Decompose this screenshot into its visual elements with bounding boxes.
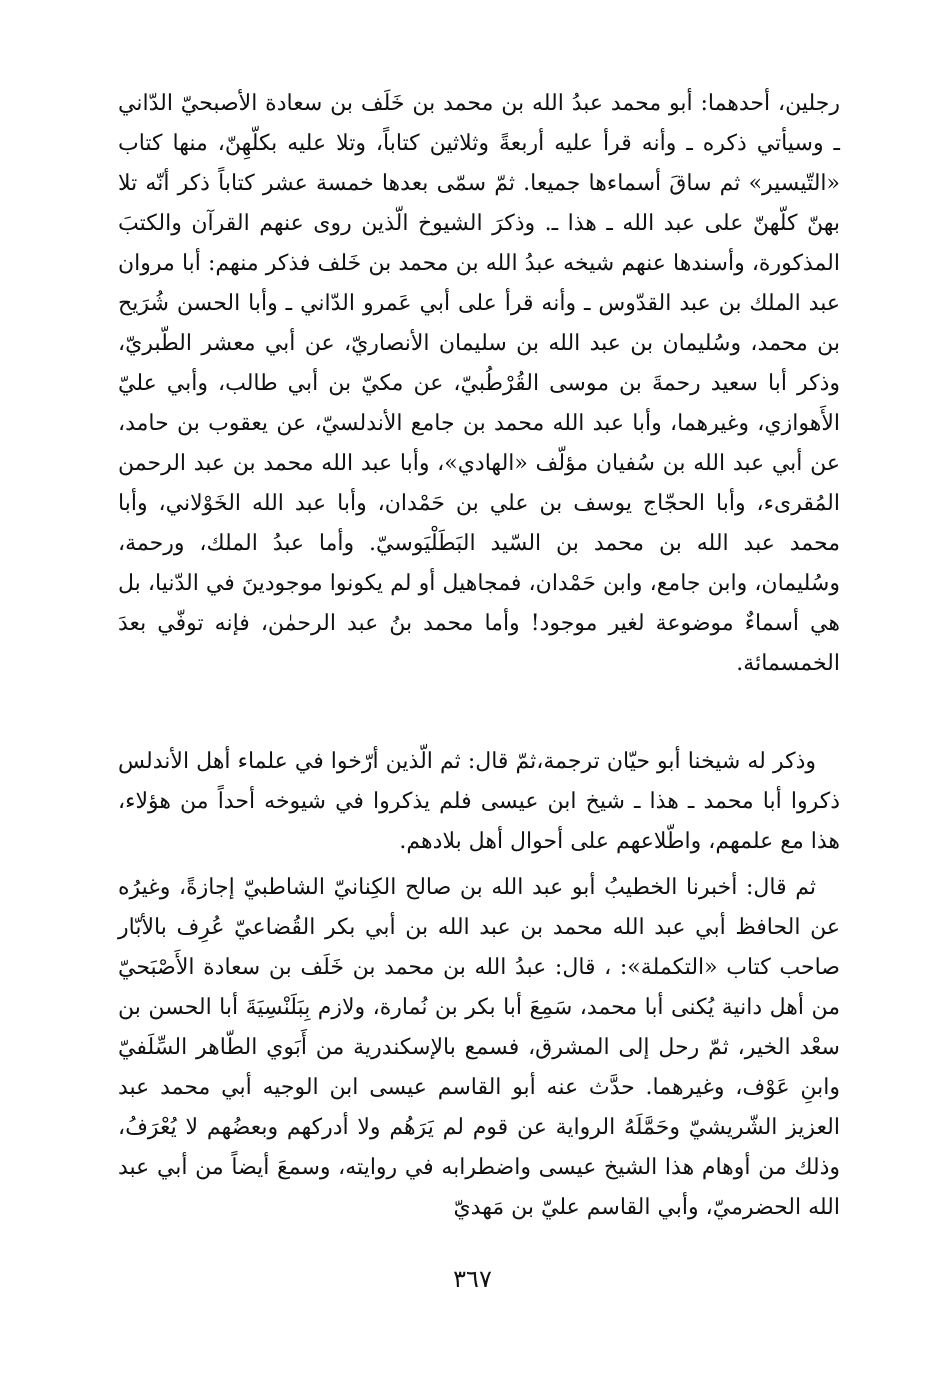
paragraph-2: وذكر له شيخنا أبو حيّان ترجمة،ثمّ قال: ثم الّذين أرّخوا في علماء أهل الأندلس ذكروا أبا محمد ـ هذا ـ شيخ ابن عيسى فلم يذكروا في شيوخه أحداً من هؤلاء، هذا مع علمهم، واطّلاعهم على أحوال أهل بلادهم. xyxy=(118,749,840,854)
paragraph-3-block xyxy=(118,868,840,1228)
page-number: ٣٦٧ xyxy=(453,1265,492,1293)
paragraph-1-block xyxy=(118,84,840,684)
paragraph-1: رجلين، أحدهما: أبو محمد عبدُ الله بن محمد بن خَلَف بن سعادة الأصبحيّ الدّاني ـ وسيأتي ذكره ـ وأنه قرأ عليه أربعةً وثلاثين كتاباً، وتلا عليه بكلّهِنّ، منها كتاب «التّيسير» ثم ساقَ أسماءها جميعا. ثمّ سمّى بعدها خمسة عشر كتاباً ذكر أنّه تلا بهنّ كلّهنّ على عبد الله ـ هذا ـ. وذكرَ الشيوخ الّذين روى عنهم القرآن والكتبَ المذكورة، وأسندها عنهم شيخه عبدُ الله بن محمد بن خَلف فذكر منهم: أبا مروان عبد الملك بن عبد القدّوس ـ وأنه قرأ على أبي عَمرو الدّاني ـ وأبا الحسن شُرَيح بن محمد، وسُليمان بن عبد الله بن سليمان الأنصاريّ، عن أبي معشر الطّبريّ، وذكر أبا سعيد رحمةَ بن موسى القُرْطُبيّ، عن مكيّ بن أبي طالب، وأبي عليّ الأَهوازي، وغيرهما، وأبا عبد الله محمد بن جامع الأندلسيّ، عن يعقوب بن حامد، عن أبي عبد الله بن سُفيان مؤلّف «الهادي»، وأبا عبد الله محمد بن عبد الرحمن المُقرىء، وأبا الحجّاج يوسف بن علي بن حَمْدان، وأبا عبد الله الخَوْلاني، وأبا محمد عبد الله بن محمد بن السّيد البَطَلْيَوسيّ. وأما عبدُ الملك، ورحمة، وسُليمان، وابن جامع، وابن حَمْدان، فمجاهيل أو لم يكونوا موجودينَ في الدّنيا، بل هي أسماءٌ موضوعة لغير موجود! وأما محمد بنُ عبد الرحمٰن، فإنه توفّي بعدَ الخمسمائة. xyxy=(118,91,840,676)
paragraph-2-block xyxy=(118,742,840,862)
paragraph-3: ثم قال: أخبرنا الخطيبُ أبو عبد الله بن صالح الكِنانيّ الشاطبيّ إجازةً، وغيرُه عن الحافظ أبي عبد الله محمد بن عبد الله بن أبي بكر القُضاعيّ عُرِف بالأبّار صاحب كتاب «التكملة»: ، قال: عبدُ الله بن محمد بن خَلَف بن سعادة الأَصْبَحيّ من أهل دانية يُكنى أبا محمد، سَمِعَ أبا بكر بن نُمارة، ولازم بِبَلَنْسِيَةَ أبا الحسن بن سعْد الخير، ثمّ رحل إلى المشرق، فسمع بالإسكندرية من أَبَوي الطّاهر السِّلَفيّ وابنِ عَوْف، وغيرهما. حدَّث عنه أبو القاسم عيسى ابن الوجيه أبي محمد عبد العزيز الشّريشيّ وحَمَّلَهُ الرواية عن قوم لم يَرَهُم ولا أدركهم وبعضُهم لا يُعْرَفُ، وذلك من أوهام هذا الشيخ عيسى واضطرابه في روايته، وسمعَ أيضاً من أبي عبد الله الحضرميّ، وأبي القاسم عليّ بن مَهديّ xyxy=(118,875,840,1220)
